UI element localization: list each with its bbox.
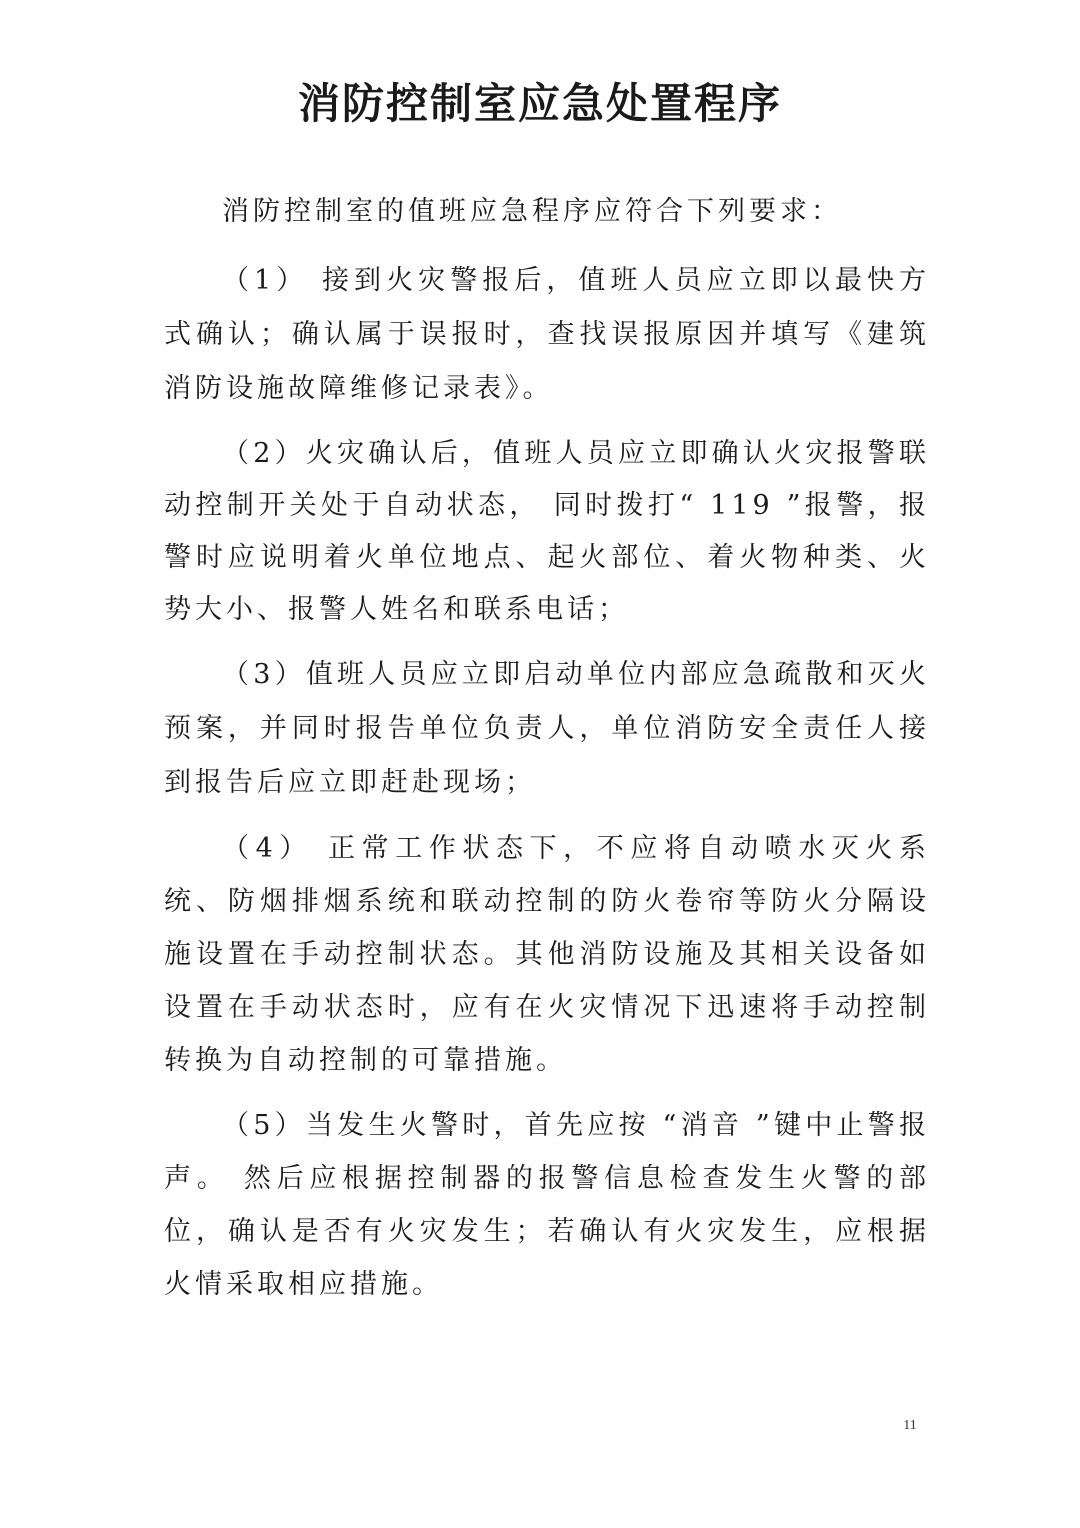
procedure-step-5: （5）当发生火警时，首先应按 “消音 ”键中止警报声。 然后应根据控制器的报警信息检查发生火警的部位，确认是否有火灾发生；若确认有火灾发生，应根据火情采取相应措施。 (164, 1110, 930, 1300)
document-title: 消防控制室应急处置程序 (297, 79, 782, 129)
procedure-step-4: （4） 正常工作状态下，不应将自动喷水灭火系统、防烟排烟系统和联动控制的防火卷帘等防火分隔设施设置在手动控制状态。其他消防设施及其相关设备如设置在手动状态时，应有在火灾情况下迅速将手动控制转换为自动控制的可靠措施。 (164, 833, 930, 1076)
document-body (164, 186, 930, 1311)
procedure-step-1: （1） 接到火灾警报后，值班人员应立即以最快方式确认；确认属于误报时，查找误报原因并填写《建筑消防设施故障维修记录表》。 (164, 265, 930, 404)
procedure-step-2: （2）火灾确认后，值班人员应立即确认火灾报警联动控制开关处于自动状态， 同时拨打“ 119 ”报警，报警时应说明着火单位地点、起火部位、着火物种类、火势大小、报警人姓名和联系电话； (164, 438, 930, 625)
page-number: 11 (903, 1418, 917, 1433)
intro-paragraph: 消防控制室的值班应急程序应符合下列要求： (222, 196, 842, 227)
procedure-step-3: （3）值班人员应立即启动单位内部应急疏散和灭火预案，并同时报告单位负责人，单位消防安全责任人接到报告后应立即赶赴现场； (164, 659, 930, 798)
